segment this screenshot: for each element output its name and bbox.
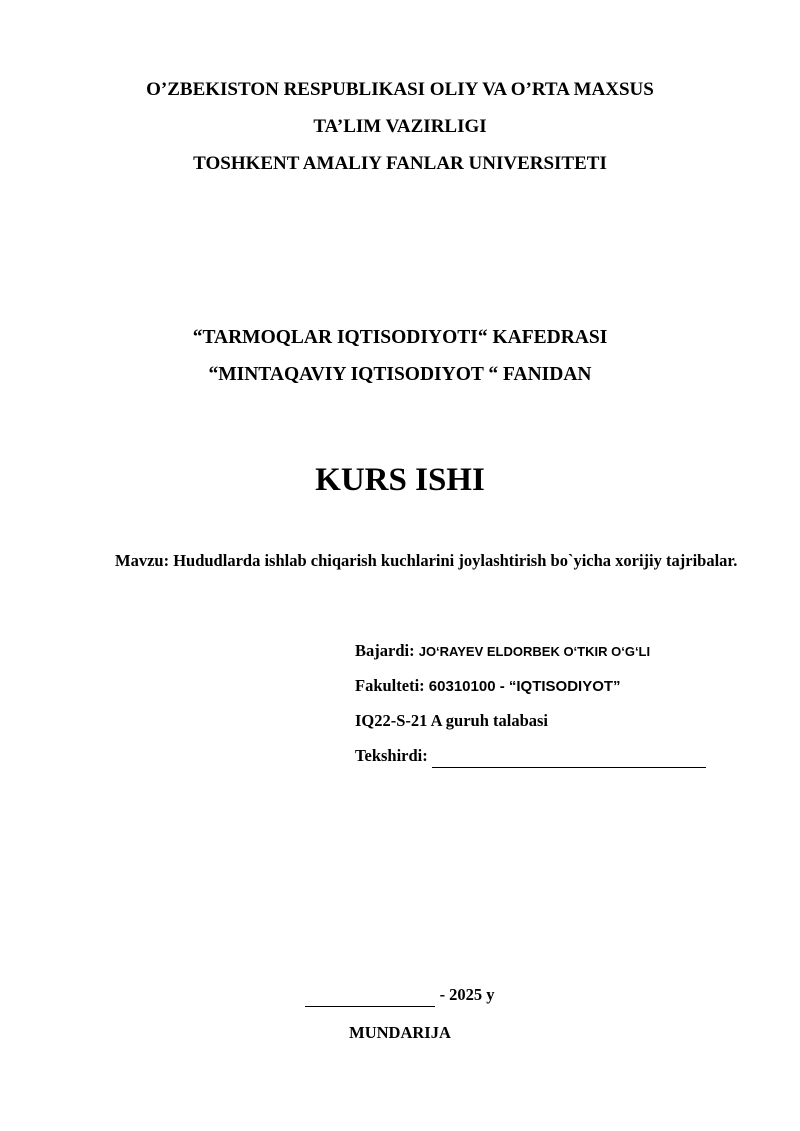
performed-by-row — [355, 640, 650, 663]
ministry-line-1: O’ZBEKISTON RESPUBLIKASI OLIY VA O’RTA MAXSUS — [146, 79, 654, 100]
document-title: KURS ISHI — [315, 462, 485, 498]
topic-text: Mavzu: Hududlarda ishlab chiqarish kuchlarini joylashtirish bo`yicha xorijiy tajribalar. — [115, 551, 738, 570]
faculty-label: Fakulteti: — [355, 676, 429, 695]
student-name: JO‘RAYEV ELDORBEK O‘TKIR O‘G‘LI — [418, 644, 651, 659]
date-blank-line — [305, 984, 435, 1007]
subject-name: “MINTAQAVIY IQTISODIYOT “ FANIDAN — [208, 364, 592, 385]
year-row — [0, 984, 800, 1007]
checked-by-label: Tekshirdi: — [355, 746, 432, 765]
university-name: TOSHKENT AMALIY FANLAR UNIVERSITETI — [193, 153, 607, 174]
year-text: - 2025 y — [435, 985, 495, 1004]
ministry-line-2: TA’LIM VAZIRLIGI — [313, 116, 487, 137]
faculty-row — [355, 675, 621, 698]
checked-by-blank-line — [432, 745, 706, 768]
contents-heading: MUNDARIJA — [349, 1023, 451, 1042]
checked-by-row — [355, 745, 706, 768]
group-row: IQ22-S-21 A guruh talabasi — [355, 711, 549, 730]
faculty-value: 60310100 - “IQTISODIYOT” — [428, 678, 621, 695]
department-name: “TARMOQLAR IQTISODIYOTI“ KAFEDRASI — [192, 327, 608, 348]
performed-by-label: Bajardi: — [355, 641, 419, 660]
